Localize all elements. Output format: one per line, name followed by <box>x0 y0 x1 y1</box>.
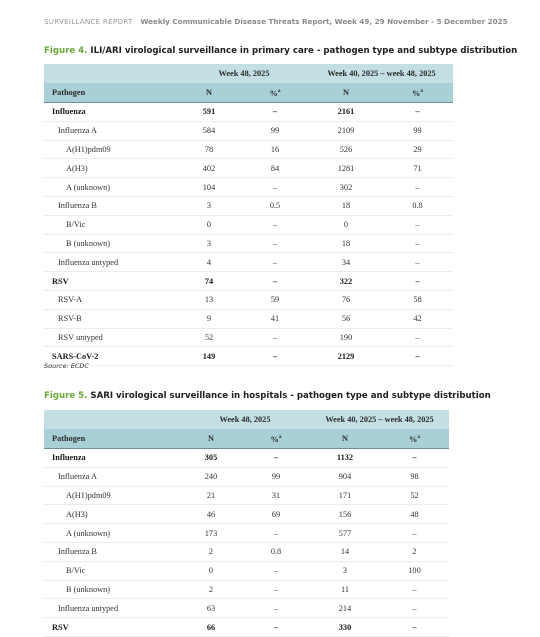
week-n-cell: 149 <box>178 347 240 366</box>
cumulative-percent-cell: – <box>380 618 449 637</box>
column-header-pathogen: Pathogen <box>44 429 180 449</box>
pathogen-name: Influenza untyped <box>44 253 178 272</box>
table-row <box>44 599 449 618</box>
week-percent-cell: 41 <box>240 309 310 328</box>
column-header-n: N <box>178 83 240 103</box>
figure-5-title <box>44 391 491 401</box>
cumulative-n-cell: 322 <box>310 272 382 291</box>
pathogen-name: Influenza B <box>44 542 180 561</box>
pathogen-name: A(H3) <box>44 505 180 524</box>
column-header-percent: %$^a$ <box>240 83 310 103</box>
cumulative-percent-cell: 42 <box>382 309 453 328</box>
figure-5-caption: SARI virological surveillance in hospitals - pathogen type and subtype distribution <box>90 391 491 401</box>
cumulative-n-cell: 0 <box>310 215 382 234</box>
week-percent-cell: 59 <box>240 290 310 309</box>
pathogen-name: RSV <box>44 272 178 291</box>
table-row <box>44 121 453 140</box>
cumulative-n-cell: 1132 <box>310 449 380 468</box>
cumulative-n-cell: 56 <box>310 309 382 328</box>
table-row <box>44 328 453 347</box>
week-n-cell: 402 <box>178 159 240 178</box>
group-header-week: Week 48, 2025 <box>180 410 310 429</box>
cumulative-percent-cell: 0.8 <box>382 196 453 215</box>
week-percent-cell: 84 <box>240 159 310 178</box>
table-row <box>44 347 453 366</box>
pathogen-name: Influenza <box>44 449 180 468</box>
cumulative-percent-cell: – <box>380 524 449 543</box>
week-percent-cell: 31 <box>242 486 310 505</box>
cumulative-n-cell: 3 <box>310 561 380 580</box>
week-percent-cell: – <box>240 234 310 253</box>
pathogen-name: Influenza <box>44 103 178 122</box>
week-percent-cell: – <box>242 599 310 618</box>
pathogen-name: A (unknown) <box>44 524 180 543</box>
report-title: Weekly Communicable Disease Threats Report, Week 49, 29 November - 5 December 2025 <box>140 17 508 26</box>
pathogen-name: Influenza A <box>44 121 178 140</box>
week-n-cell: 0 <box>178 215 240 234</box>
cumulative-n-cell: 34 <box>310 253 382 272</box>
cumulative-n-cell: 18 <box>310 234 382 253</box>
pathogen-name: A(H3) <box>44 159 178 178</box>
cumulative-percent-cell: – <box>380 449 449 468</box>
week-percent-cell: – <box>240 328 310 347</box>
pathogen-name: Influenza A <box>44 467 180 486</box>
week-percent-cell: 16 <box>240 140 310 159</box>
cumulative-n-cell: 904 <box>310 467 380 486</box>
cumulative-n-cell: 577 <box>310 524 380 543</box>
week-n-cell: 9 <box>178 309 240 328</box>
week-percent-cell: – <box>242 580 310 599</box>
week-n-cell: 63 <box>180 599 242 618</box>
pathogen-name: Influenza untyped <box>44 599 180 618</box>
table-row <box>44 542 449 561</box>
week-n-cell: 46 <box>180 505 242 524</box>
column-header-n: N <box>310 83 382 103</box>
cumulative-percent-cell: – <box>382 178 453 197</box>
week-n-cell: 4 <box>178 253 240 272</box>
week-n-cell: 2 <box>180 580 242 599</box>
week-n-cell: 21 <box>180 486 242 505</box>
table-row <box>44 618 449 637</box>
table-row <box>44 253 453 272</box>
cumulative-n-cell: 330 <box>310 618 380 637</box>
cumulative-n-cell: 302 <box>310 178 382 197</box>
week-n-cell: 74 <box>178 272 240 291</box>
week-percent-cell: – <box>240 347 310 366</box>
column-header-percent: %$^a$ <box>380 429 449 449</box>
week-n-cell: 66 <box>180 618 242 637</box>
table-row <box>44 486 449 505</box>
cumulative-percent-cell: 29 <box>382 140 453 159</box>
group-header-cumulative: Week 40, 2025 – week 48, 2025 <box>310 64 453 83</box>
week-percent-cell: – <box>240 215 310 234</box>
figure-5-table <box>44 410 449 637</box>
cumulative-n-cell: 11 <box>310 580 380 599</box>
pathogen-name: RSV untyped <box>44 328 178 347</box>
week-n-cell: 78 <box>178 140 240 159</box>
figure-4-caption: ILI/ARI virological surveillance in primary care - pathogen type and subtype distribution <box>90 46 518 56</box>
column-header-percent: %$^a$ <box>242 429 310 449</box>
table-row <box>44 103 453 122</box>
pathogen-name: RSV <box>44 618 180 637</box>
week-percent-cell: – <box>240 178 310 197</box>
pathogen-name: Influenza B <box>44 196 178 215</box>
cumulative-n-cell: 526 <box>310 140 382 159</box>
week-percent-cell: – <box>242 618 310 637</box>
week-percent-cell: 99 <box>240 121 310 140</box>
week-n-cell: 591 <box>178 103 240 122</box>
week-n-cell: 3 <box>178 234 240 253</box>
page-header <box>44 17 514 26</box>
table-row <box>44 272 453 291</box>
cumulative-n-cell: 1281 <box>310 159 382 178</box>
cumulative-n-cell: 2109 <box>310 121 382 140</box>
pathogen-name: A(H1)pdm09 <box>44 486 180 505</box>
week-n-cell: 13 <box>178 290 240 309</box>
table-group-header-row <box>44 64 453 83</box>
table-row <box>44 524 449 543</box>
table-row <box>44 140 453 159</box>
cumulative-n-cell: 2129 <box>310 347 382 366</box>
table-row <box>44 561 449 580</box>
group-header-week: Week 48, 2025 <box>178 64 310 83</box>
week-percent-cell: – <box>240 272 310 291</box>
table-column-header-row <box>44 83 453 103</box>
table-row <box>44 580 449 599</box>
cumulative-percent-cell: – <box>380 599 449 618</box>
column-header-n: N <box>180 429 242 449</box>
cumulative-percent-cell: – <box>382 272 453 291</box>
pathogen-name: B (unknown) <box>44 234 178 253</box>
cumulative-percent-cell: 2 <box>380 542 449 561</box>
cumulative-n-cell: 76 <box>310 290 382 309</box>
figure-4-title <box>44 46 517 56</box>
table-row <box>44 234 453 253</box>
week-percent-cell: – <box>240 103 310 122</box>
week-percent-cell: 99 <box>242 467 310 486</box>
week-n-cell: 52 <box>178 328 240 347</box>
cumulative-percent-cell: – <box>382 328 453 347</box>
cumulative-percent-cell: – <box>382 215 453 234</box>
table-row <box>44 505 449 524</box>
table-row <box>44 159 453 178</box>
report-label: SURVEILLANCE REPORT <box>44 17 133 26</box>
cumulative-n-cell: 18 <box>310 196 382 215</box>
pathogen-name: B/Vic <box>44 215 178 234</box>
table-group-header-row <box>44 410 449 429</box>
pathogen-name: RSV-B <box>44 309 178 328</box>
cumulative-n-cell: 190 <box>310 328 382 347</box>
week-n-cell: 173 <box>180 524 242 543</box>
cumulative-n-cell: 156 <box>310 505 380 524</box>
table-column-header-row <box>44 429 449 449</box>
figure-4-table <box>44 64 453 366</box>
week-n-cell: 104 <box>178 178 240 197</box>
column-header-pathogen: Pathogen <box>44 83 178 103</box>
figure-4-source: Source: ECDC <box>44 362 89 370</box>
pathogen-name: B (unknown) <box>44 580 180 599</box>
group-header-cumulative: Week 40, 2025 – week 48, 2025 <box>310 410 449 429</box>
cumulative-n-cell: 171 <box>310 486 380 505</box>
cumulative-percent-cell: – <box>380 580 449 599</box>
table-row <box>44 467 449 486</box>
cumulative-percent-cell: – <box>382 234 453 253</box>
table-row <box>44 309 453 328</box>
week-percent-cell: – <box>242 449 310 468</box>
column-header-n: N <box>310 429 380 449</box>
pathogen-name: RSV-A <box>44 290 178 309</box>
table-row <box>44 290 453 309</box>
figure-5-label: Figure 5. <box>44 391 88 401</box>
week-percent-cell: 0.8 <box>242 542 310 561</box>
week-percent-cell: – <box>242 524 310 543</box>
week-percent-cell: – <box>242 561 310 580</box>
week-n-cell: 305 <box>180 449 242 468</box>
week-n-cell: 0 <box>180 561 242 580</box>
cumulative-percent-cell: 100 <box>380 561 449 580</box>
cumulative-percent-cell: 48 <box>380 505 449 524</box>
table-row <box>44 215 453 234</box>
week-n-cell: 240 <box>180 467 242 486</box>
pathogen-name: B/Vic <box>44 561 180 580</box>
week-percent-cell: 69 <box>242 505 310 524</box>
week-percent-cell: – <box>240 253 310 272</box>
column-header-percent: %$^a$ <box>382 83 453 103</box>
cumulative-percent-cell: 98 <box>380 467 449 486</box>
cumulative-n-cell: 14 <box>310 542 380 561</box>
cumulative-percent-cell: – <box>382 253 453 272</box>
pathogen-name: A(H1)pdm09 <box>44 140 178 159</box>
week-n-cell: 2 <box>180 542 242 561</box>
cumulative-percent-cell: – <box>382 347 453 366</box>
cumulative-percent-cell: 58 <box>382 290 453 309</box>
cumulative-n-cell: 2161 <box>310 103 382 122</box>
week-percent-cell: 0.5 <box>240 196 310 215</box>
cumulative-n-cell: 214 <box>310 599 380 618</box>
pathogen-name: SARS-CoV-2 <box>44 347 178 366</box>
cumulative-percent-cell: 52 <box>380 486 449 505</box>
figure-4-label: Figure 4. <box>44 46 88 56</box>
table-row <box>44 196 453 215</box>
week-n-cell: 584 <box>178 121 240 140</box>
cumulative-percent-cell: 99 <box>382 121 453 140</box>
cumulative-percent-cell: 71 <box>382 159 453 178</box>
cumulative-percent-cell: – <box>382 103 453 122</box>
table-row <box>44 449 449 468</box>
table-row <box>44 178 453 197</box>
week-n-cell: 3 <box>178 196 240 215</box>
pathogen-name: A (unknown) <box>44 178 178 197</box>
